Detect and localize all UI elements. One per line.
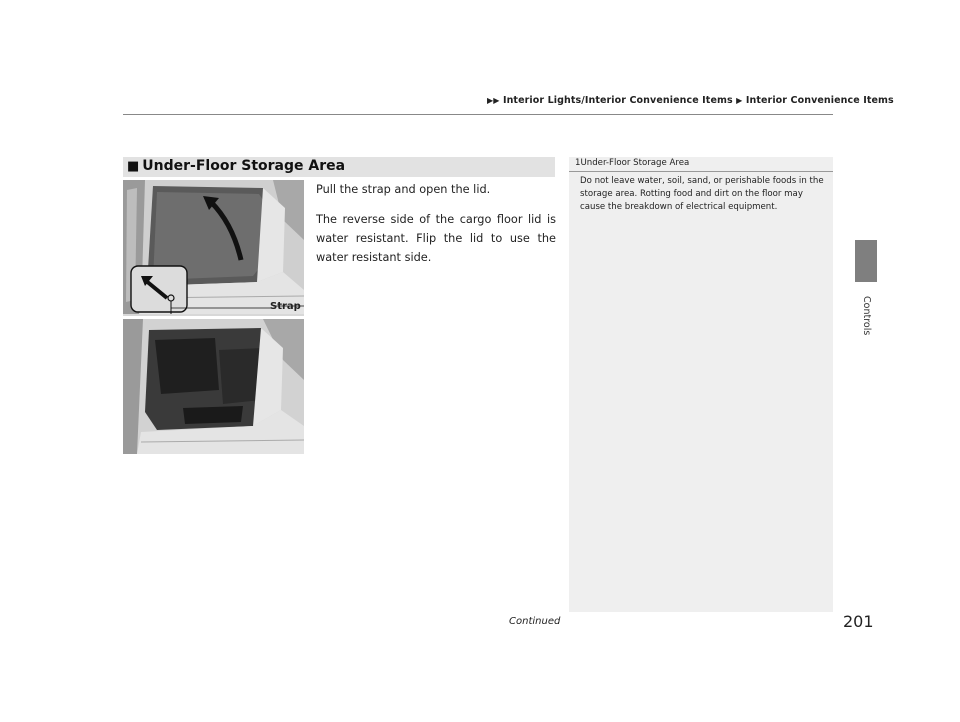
note-title-text: Under-Floor Storage Area	[580, 158, 690, 168]
note-reference-icon: 1	[575, 158, 581, 168]
section-title	[127, 158, 345, 174]
note-divider	[569, 171, 833, 172]
section-title-text: Under-Floor Storage Area	[142, 158, 346, 174]
breadcrumb-arrow-icon: ▶▶	[487, 96, 500, 105]
section-header	[123, 157, 555, 177]
note-title	[575, 158, 689, 168]
note-sidebar	[569, 157, 833, 612]
continued-label: Continued	[509, 616, 561, 627]
header-divider	[123, 114, 833, 115]
closed-lid-illustration	[123, 180, 304, 314]
chapter-tab-label-wrap	[854, 296, 878, 346]
note-text: Do not leave water, soil, sand, or perishable foods in the storage area. Rotting food and dirt on the floor may cause the breakdown of electrical equipment.	[580, 176, 824, 212]
strap-callout-label: Strap	[270, 301, 301, 312]
chapter-tab-label: Controls	[861, 296, 872, 336]
open-storage-illustration	[123, 319, 304, 454]
chapter-tab[interactable]	[855, 240, 877, 282]
instruction-paragraph-1: Pull the strap and open the lid.	[316, 183, 491, 196]
breadcrumb	[487, 95, 894, 106]
breadcrumb-separator-icon: ▶	[736, 96, 743, 105]
cargo-illustration	[123, 180, 304, 454]
square-bullet-icon: ■	[127, 159, 140, 174]
breadcrumb-part2[interactable]: Interior Convenience Items	[745, 95, 894, 106]
breadcrumb-part1[interactable]: Interior Lights/Interior Convenience Items	[502, 95, 733, 106]
instruction-paragraph-2: The reverse side of the cargo floor lid is water resistant. Flip the lid to use the water resistant side.	[316, 213, 556, 264]
page-number: 201	[843, 612, 874, 631]
